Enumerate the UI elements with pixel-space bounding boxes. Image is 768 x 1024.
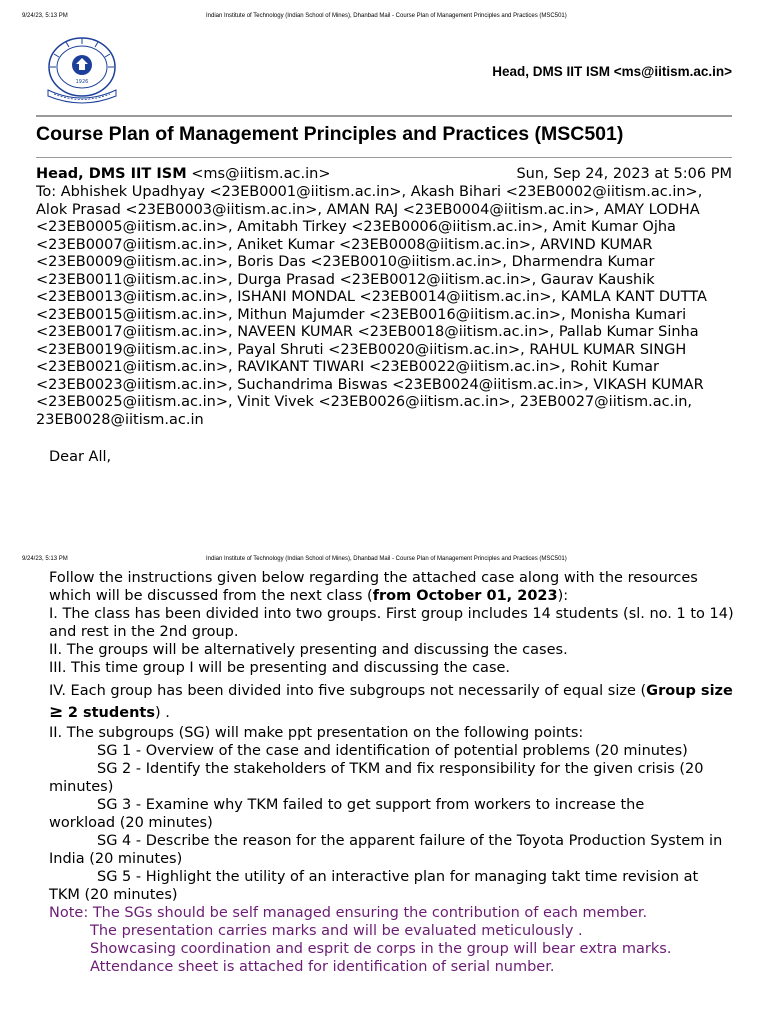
message-date: Sun, Sep 24, 2023 at 5:06 PM [516,166,732,182]
instruction-3: III. This time group I will be presenting and discussing the case. [49,660,511,676]
instruction-1: I. The class has been divided into two groups. First group includes 14 students (sl. no. 1 to 14) and rest in the 2nd group. [49,606,734,640]
instruction-2: II. The groups will be alternatively presenting and discussing the cases. [49,642,568,658]
note-line-2: The presentation carries marks and will be evaluated meticulously . [90,923,583,939]
note-line-3: Showcasing coordination and esprit de corps in the group will bear extra marks. [90,941,672,957]
instruction-4 [49,681,739,724]
print-timestamp: 9/24/23, 5:13 PM [22,556,68,562]
header-divider [36,115,732,117]
message-body [49,569,739,976]
print-header-page-2 [0,556,768,566]
print-title: Indian Institute of Technology (Indian School of Mines), Dhanbad Mail - Course Plan of Management Principles and Practices (MSC501) [206,13,567,19]
sg4-item: SG 4 - Describe the reason for the apparent failure of the Toyota Production System in [97,833,723,849]
salutation: Dear All, [49,449,112,465]
message-from [36,166,732,184]
sg4-item-cont: India (20 minutes) [49,851,183,867]
sg1-item: SG 1 - Overview of the case and identification of potential problems (20 minutes) [97,743,688,759]
intro-text: Follow the instructions given below regarding the attached case along with the resources which will be discussed from the next class ( [49,570,698,604]
sg5-item-cont: TKM (20 minutes) [49,887,178,903]
note-line-1: Note: The SGs should be self managed ensuring the contribution of each member. [49,905,648,921]
email-subject: Course Plan of Management Principles and Practices (MSC501) [36,123,624,145]
sender-header: Head, DMS IIT ISM <ms@iitism.ac.in> [492,64,732,79]
intro-date: from October 01, 2023 [372,588,558,604]
print-title: Indian Institute of Technology (Indian School of Mines), Dhanbad Mail - Course Plan of Management Principles and Practices (MSC501) [206,556,567,562]
recipients-list: To: Abhishek Upadhyay <23EB0001@iitism.ac.in>, Akash Bihari <23EB0002@iitism.ac.in>, Alok Prasad <23EB0003@iitism.ac.in>, AMAN RAJ <23EB0004@iitism.ac.in>, AMAY LODHA <23EB0005@iitism.ac.in>, Amitabh Tirkey <23EB0006@iitism.ac.in>, Amit Kumar Ojha <23EB0007@iitism.ac.in>, Aniket Kumar <23EB0008@iitism.ac.in>, ARVIND KUMAR <23EB0009@iitism.ac.in>, Boris Das <23EB0010@iitism.ac.in>, Dharmendra Kumar <23EB0011@iitism.ac.in>, Durga Prasad <23EB0012@iitism.ac.in>, Gaurav Kaushik <23EB0013@iitism.ac.in>, ISHANI MONDAL <23EB0014@iitism.ac.in>, KAMLA KANT DUTTA <23EB0015@iitism.ac.in>, Mithun Majumder <23EB0016@iitism.ac.in>, Monisha Kumari <23EB0017@iitism.ac.in>, NAVEEN KUMAR <23EB0018@iitism.ac.in>, Pallab Kumar Sinha <23EB0019@iitism.ac.in>, Payal Shruti <23EB0020@iitism.ac.in>, RAHUL KUMAR SINGH <23EB0021@iitism.ac.in>, RAVIKANT TIWARI <23EB0022@iitism.ac.in>, Rohit Kumar <23EB0023@iitism.ac.in>, Suchandrima Biswas <23EB0024@iitism.ac.in>, VIKASH KUMAR <23EB0025@iitism.ac.in>, Vinit Vivek <23EB0026@iitism.ac.in>, 23EB0027@iitism.ac.in, 23EB0028@iitism.ac.in [36,184,707,428]
sg2-item-cont: minutes) [49,779,114,795]
sg3-item-cont: workload (20 minutes) [49,815,213,831]
from-name: Head, DMS IIT ISM [36,166,187,182]
note-block [49,904,739,976]
sg2-item: SG 2 - Identify the stakeholders of TKM and fix responsibility for the given crisis (20 [97,761,704,777]
note-line-4: Attendance sheet is attached for identification of serial number. [90,959,555,975]
iit-ism-logo-icon [40,34,124,106]
instruction-4-end: ) . [154,705,170,721]
print-header [0,13,768,23]
intro-end: ): [557,588,569,604]
instruction-4-text: IV. Each group has been divided into five subgroups not necessarily of equal size ( [49,683,647,699]
print-timestamp: 9/24/23, 5:13 PM [22,13,68,19]
group-size-value: 2 students [67,705,155,721]
subject-divider [36,157,732,158]
svg-text:1926: 1926 [75,79,89,85]
sg3-item: SG 3 - Examine why TKM failed to get support from workers to increase the [97,797,645,813]
sg5-item: SG 5 - Highlight the utility of an interactive plan for managing takt time revision at [97,869,699,885]
ge-symbol: ≥ [49,702,64,722]
group-size-label: Group size [646,683,733,699]
from-email: <ms@iitism.ac.in> [191,166,331,182]
instruction-5: II. The subgroups (SG) will make ppt presentation on the following points: [49,725,584,741]
intro-paragraph [49,569,739,605]
